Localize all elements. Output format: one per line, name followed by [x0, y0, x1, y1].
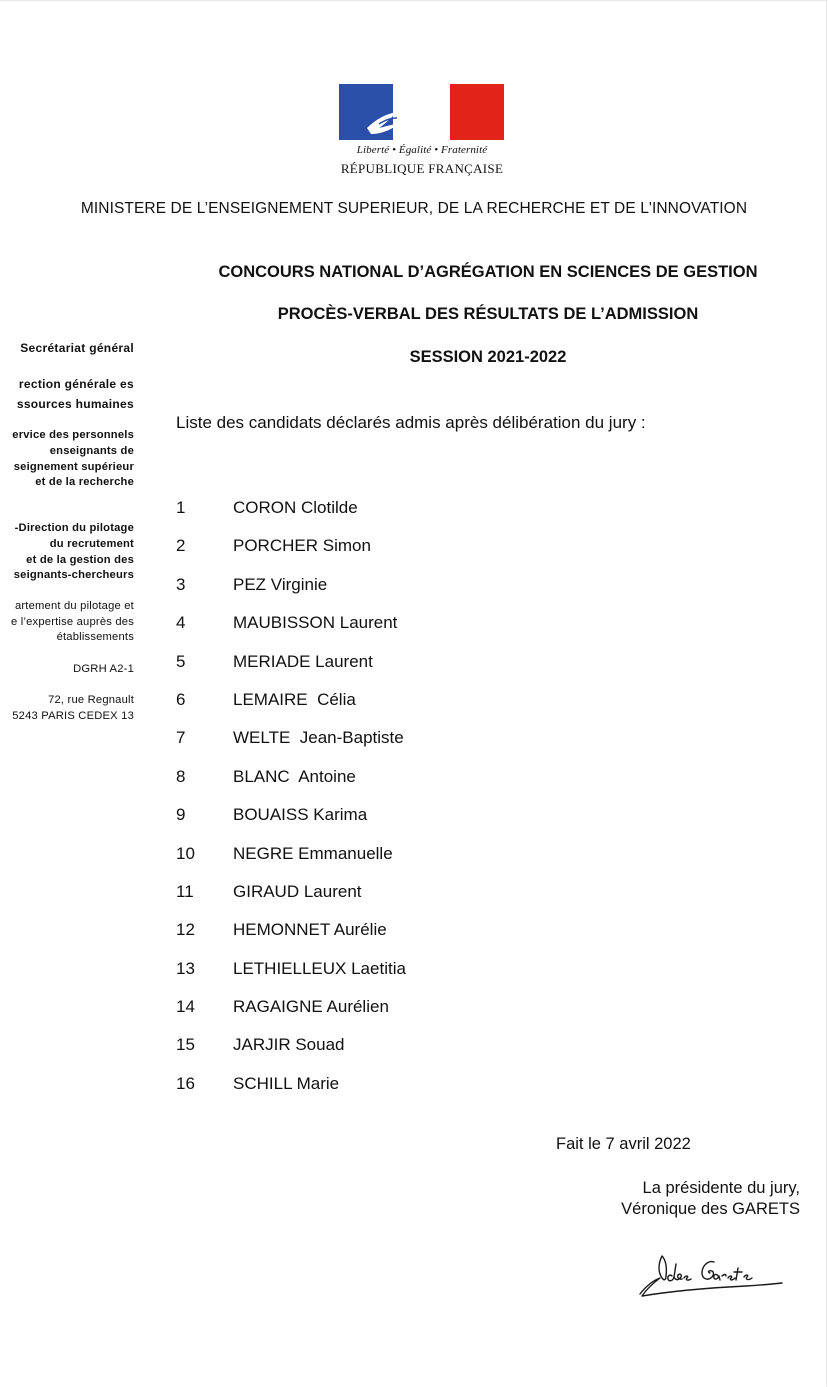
candidate-row	[176, 498, 406, 536]
candidate-name: LEMAIRE Célia	[233, 689, 356, 709]
sidebar-sousdirection-line1: -Direction du pilotage	[14, 522, 134, 534]
handwritten-signature-icon	[636, 1250, 786, 1302]
candidate-rank: 9	[176, 805, 186, 825]
candidates-list	[176, 498, 406, 1112]
sidebar-sousdirection-line4: seignants-chercheurs	[13, 569, 134, 581]
president-role: La présidente du jury,	[642, 1179, 800, 1197]
candidate-row	[176, 920, 406, 958]
sidebar-service-line2: enseignants de	[49, 445, 134, 457]
sidebar-sousdirection-line2: du recrutement	[49, 538, 134, 550]
sidebar-departement-line2: e l’expertise auprès des	[11, 616, 134, 628]
candidate-rank: 3	[176, 574, 186, 594]
candidate-rank: 4	[176, 613, 186, 633]
candidate-row	[176, 728, 406, 766]
candidate-rank: 14	[176, 997, 195, 1017]
candidate-name: JARJIR Souad	[233, 1035, 345, 1055]
candidate-rank: 13	[176, 958, 195, 978]
candidate-row	[176, 959, 406, 997]
candidate-row	[176, 997, 406, 1035]
concours-title: CONCOURS NATIONAL D’AGRÉGATION EN SCIENCES DE GESTION	[218, 263, 758, 281]
candidate-name: HEMONNET Aurélie	[233, 920, 387, 940]
president-block	[621, 1178, 800, 1220]
candidate-rank: 2	[176, 536, 186, 556]
candidate-name: PORCHER Simon	[233, 536, 371, 556]
candidate-name: NEGRE Emmanuelle	[233, 843, 393, 863]
candidate-name: CORON Clotilde	[233, 498, 358, 517]
candidate-name: LETHIELLEUX Laetitia	[233, 958, 406, 978]
candidate-name: BLANC Antoine	[233, 766, 356, 786]
republique-francaise: RÉPUBLIQUE FRANÇAISE	[340, 161, 504, 176]
session-title: SESSION 2021-2022	[409, 348, 567, 366]
candidate-rank: 15	[176, 1035, 195, 1055]
candidate-rank: 10	[176, 843, 195, 863]
candidate-name: GIRAUD Laurent	[233, 881, 362, 901]
candidate-row	[176, 844, 406, 882]
sidebar-address-line1: 72, rue Regnault	[48, 694, 134, 706]
candidate-name: SCHILL Marie	[233, 1073, 340, 1093]
sidebar-secretariat: Secrétariat général	[20, 341, 134, 355]
sidebar-departement-line3: établissements	[56, 631, 134, 643]
candidate-name: MERIADE Laurent	[233, 651, 373, 671]
candidate-row	[176, 882, 406, 920]
motto: Liberté • Égalité • Fraternité	[356, 144, 488, 156]
candidate-row	[176, 575, 406, 613]
candidate-name: RAGAIGNE Aurélien	[233, 997, 389, 1017]
candidate-name: PEZ Virginie	[233, 574, 328, 594]
flag-emblem	[339, 84, 504, 140]
sidebar-sousdirection-line3: et de la gestion des	[26, 554, 134, 566]
candidate-name: MAUBISSON Laurent	[233, 613, 398, 633]
candidate-row	[176, 1074, 406, 1112]
sidebar-code: DGRH A2-1	[73, 663, 134, 675]
sidebar-direction-line1: rection générale es	[18, 377, 134, 391]
marianne-profile-icon	[339, 84, 504, 140]
candidate-row	[176, 1035, 406, 1073]
sidebar-direction-line2: ssources humaines	[16, 397, 134, 411]
candidate-rank: 11	[176, 881, 194, 901]
sidebar-service-line3: seignement supérieur	[13, 461, 134, 473]
candidate-rank: 7	[176, 728, 186, 748]
sidebar-service-line1: ervice des personnels	[12, 429, 134, 441]
candidate-rank: 12	[176, 920, 195, 940]
candidate-row	[176, 767, 406, 805]
candidate-row	[176, 536, 406, 574]
candidate-rank: 5	[176, 651, 186, 671]
sidebar-address-line2: 5243 PARIS CEDEX 13	[12, 710, 134, 722]
president-name: Véronique des GARETS	[621, 1200, 800, 1218]
marianne-logo	[339, 84, 505, 177]
candidate-name: WELTE Jean-Baptiste	[233, 728, 404, 748]
candidate-row	[176, 690, 406, 728]
candidate-name: BOUAISS Karima	[233, 805, 368, 825]
ministry-title: MINISTERE DE L’ENSEIGNEMENT SUPERIEUR, DE LA RECHERCHE ET DE L'INNOVATION	[80, 200, 748, 217]
candidate-rank: 6	[176, 689, 186, 709]
signature-image	[636, 1250, 786, 1307]
sidebar-service-line4: et de la recherche	[35, 476, 134, 488]
sidebar-departement-line1: artement du pilotage et	[14, 600, 134, 612]
candidate-row	[176, 613, 406, 651]
candidate-rank: 8	[176, 766, 186, 786]
candidate-row	[176, 652, 406, 690]
candidate-rank: 16	[176, 1073, 195, 1093]
candidate-row	[176, 805, 406, 843]
candidate-rank: 1	[176, 498, 186, 517]
proces-verbal-title: PROCÈS-VERBAL DES RÉSULTATS DE L’ADMISSION	[277, 305, 699, 323]
intro-text: Liste des candidats déclarés admis après délibération du jury :	[176, 413, 646, 432]
done-date: Fait le 7 avril 2022	[556, 1135, 691, 1153]
